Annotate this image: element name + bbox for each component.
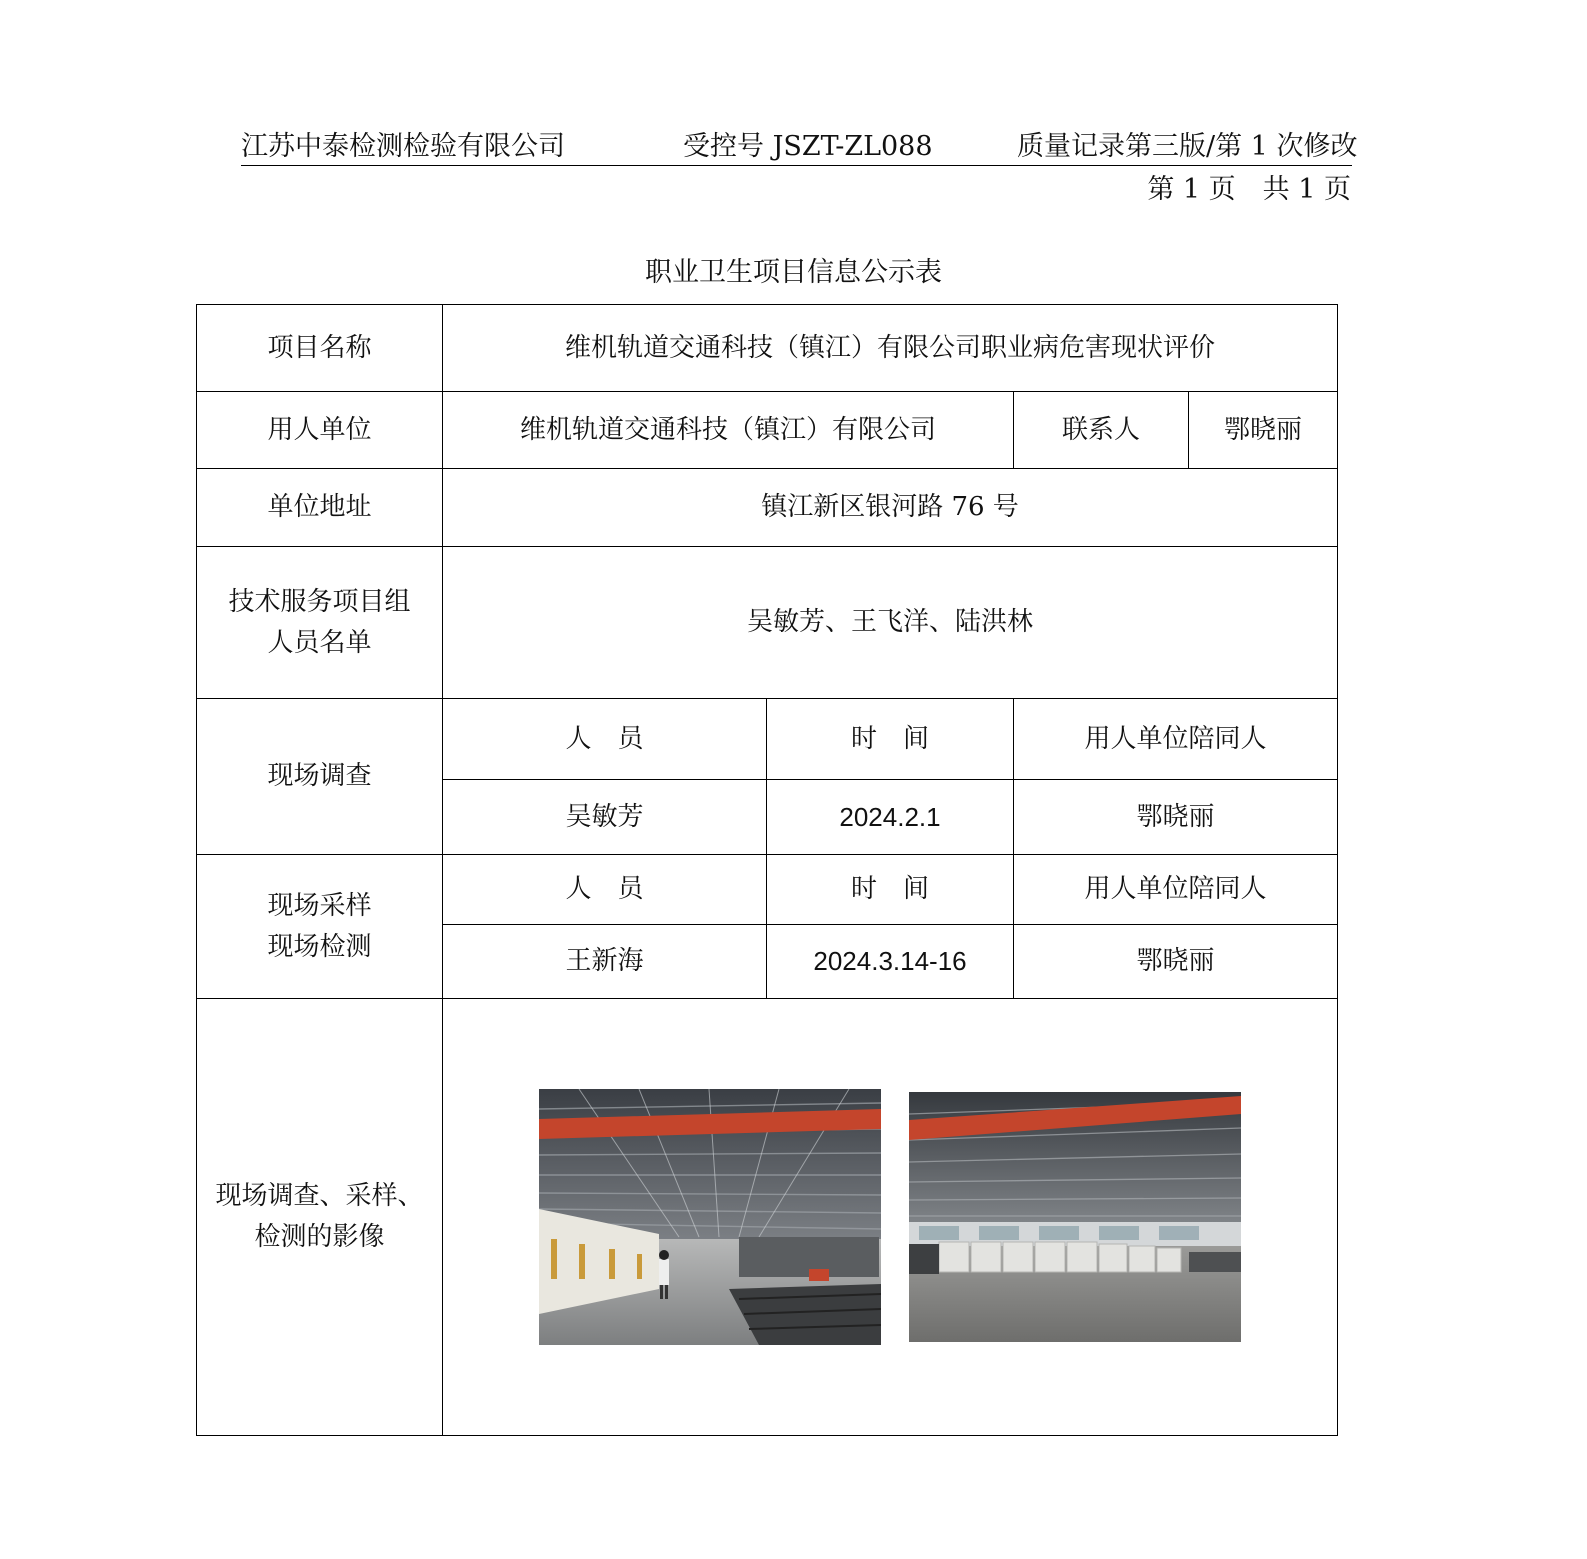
row-sampling-header [197,855,1338,925]
row-project-name [197,305,1338,392]
team-value: 吴敏芳、王飞洋、陆洪林 [443,547,1338,699]
header-edition: 质量记录第三版/第 1 次修改 [1017,131,1358,162]
employer-label: 用人单位 [197,392,443,469]
contact-value: 鄂晓丽 [1189,392,1338,469]
survey-person: 吴敏芳 [443,780,767,855]
team-label-line-1: 技术服务项目组 [228,586,411,617]
sampling-escort: 鄂晓丽 [1014,925,1338,999]
photo-row [449,1089,1331,1345]
survey-label: 现场调查 [197,699,443,855]
survey-col-time: 时 间 [767,699,1014,780]
workshop-photo-1 [539,1089,881,1345]
sampling-person: 王新海 [443,925,767,999]
header-company: 江苏中泰检测检验有限公司 [241,131,565,162]
document-title: 职业卫生项目信息公示表 [645,257,942,288]
project-name-label: 项目名称 [197,305,443,392]
team-label-line-2: 人员名单 [267,627,372,658]
header-rule [241,165,1352,166]
row-survey-header [197,699,1338,780]
team-label [197,547,443,699]
images-label-line-1: 现场调查、采样、 [215,1181,424,1211]
row-address [197,469,1338,547]
employer-value: 维机轨道交通科技（镇江）有限公司 [443,392,1014,469]
project-name-value: 维机轨道交通科技（镇江）有限公司职业病危害现状评价 [443,305,1338,392]
survey-escort: 鄂晓丽 [1014,780,1338,855]
sampling-col-person: 人 员 [443,855,767,925]
sampling-col-time: 时 间 [767,855,1014,925]
address-label: 单位地址 [197,469,443,547]
survey-time: 2024.2.1 [767,780,1014,855]
survey-col-person: 人 员 [443,699,767,780]
sampling-label-line-1: 现场采样 [267,890,372,921]
header-control-number: 受控号 JSZT-ZL088 [683,131,933,162]
images-label [197,999,443,1436]
info-table [196,304,1338,1436]
sampling-col-escort: 用人单位陪同人 [1014,855,1338,925]
contact-label: 联系人 [1014,392,1189,469]
row-employer [197,392,1338,469]
images-cell [443,999,1338,1436]
sampling-label [197,855,443,999]
sampling-label-line-2: 现场检测 [267,931,372,962]
row-images [197,999,1338,1436]
workshop-photo-2 [909,1092,1241,1342]
page-number: 第 1 页 共 1 页 [1147,174,1351,205]
sampling-time: 2024.3.14-16 [767,925,1014,999]
survey-col-escort: 用人单位陪同人 [1014,699,1338,780]
images-label-line-2: 检测的影像 [254,1222,385,1252]
address-value: 镇江新区银河路 76 号 [443,469,1338,547]
row-team [197,547,1338,699]
